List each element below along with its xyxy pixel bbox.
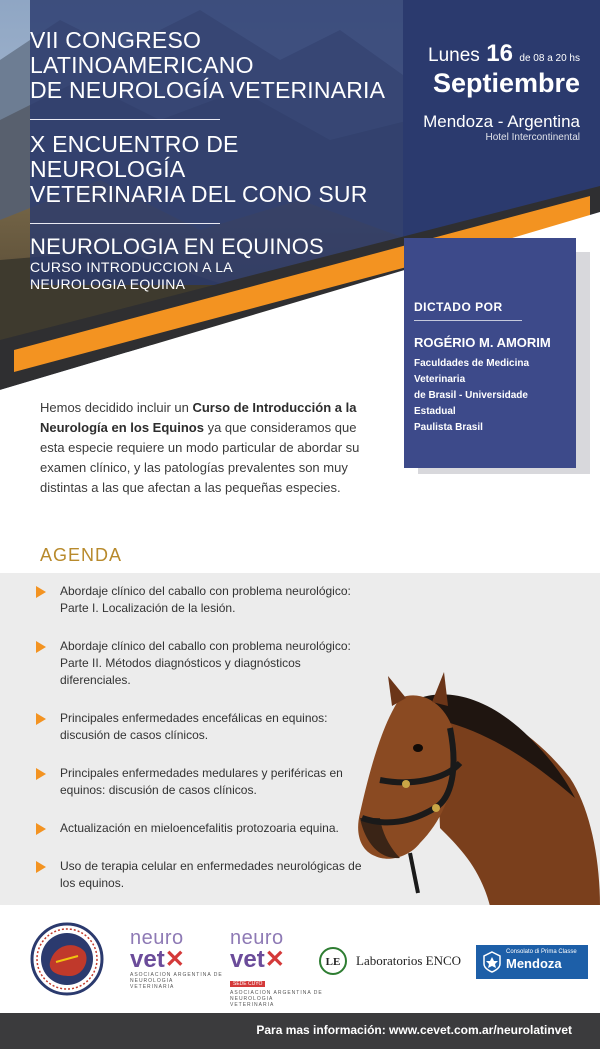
title-line-2: DE NEUROLOGÍA VETERINARIA [30,77,386,103]
intro-text: Hemos decidido incluir un [40,400,193,415]
instructor-affiliation: Faculdades de Medicina Veterinaria [414,358,530,385]
association-seal-logo [30,922,104,996]
neurovet-neuro: neuro [130,927,184,949]
arrow-icon [36,823,46,835]
consulate-logo [476,945,588,979]
title-line-7: NEUROLOGIA EQUINA [30,276,186,292]
neurovet-subtitle: NEUROLOGIA [130,978,174,984]
agenda-item: Abordaje clínico del caballo con problema neurológico: Parte I. Localización de la lesión. [36,583,366,617]
instructor-affiliation: Paulista Brasil [414,422,483,433]
event-city: Mendoza - Argentina [423,112,580,131]
event-venue: Hotel Intercontinental [485,132,580,143]
event-date [410,40,580,143]
title-line-4: VETERINARIA DEL CONO SUR [30,181,368,207]
emblem-icon [482,951,502,973]
agenda-item: Abordaje clínico del caballo con problema neurológico: Parte II. Métodos diagnósticos y diagnósticos diferenciales. [36,638,366,689]
intro-paragraph [40,398,380,498]
arrow-icon [36,768,46,780]
enco-mark-text: LE [325,956,341,968]
agenda-item: Principales enfermedades medulares y periféricas en equinos: discusión de casos clínicos. [36,765,366,799]
instructor-label: DICTADO POR [414,300,503,314]
consulate-city: Mendoza [506,956,562,971]
date-hours: de 08 a 20 hs [519,53,580,64]
agenda-item: Uso de terapia celular en enfermedades neurológicas de los equinos. [36,858,366,892]
agenda-item: Actualización en mieloencefalitis protozoaria equina. [36,820,366,837]
arrow-icon [36,713,46,725]
sede-badge: SEDE CUYO [230,981,265,987]
neurovet-subtitle: VETERINARIA [230,1002,275,1008]
neurovet-vet: vet [130,946,165,973]
neurovet-subtitle: VETERINARIA [130,984,175,990]
enco-logo [318,946,461,976]
instructor-rule [414,320,522,321]
title-line-6: CURSO INTRODUCCION A LA [30,259,233,275]
event-title-block [30,28,400,293]
arrow-icon [36,641,46,653]
neurovet-subtitle: ASOCIACION ARGENTINA DE [130,972,223,978]
instructor-name: ROGÉRIO M. AMORIM [414,335,551,350]
title-divider [30,223,220,224]
neurovet-cuyo-logo: neuro vet✕ SEDE CUYO ASOCIACION ARGENTINA DE NEUROLOGIA VETERINARIA [230,927,323,1008]
intro-text: ya que consideramos que esta especie requiere un modo particular de abordar su examen clínico, y las patologías prevalentes son muy distintas a las que afectan a las pequeñas especies. [40,420,360,495]
neurovet-vet: vet [230,946,265,973]
title-line-3: X ENCUENTRO DE NEUROLOGÍA [30,131,239,182]
date-month: Septiembre [432,68,580,98]
title-divider [30,119,220,120]
instructor-affiliation: de Brasil - Universidade Estadual [414,390,528,417]
arrow-icon [36,861,46,873]
title-line-5: NEUROLOGIA EN EQUINOS [30,234,324,259]
horse-image [340,668,600,906]
neurovet-subtitle: NEUROLOGIA [230,996,274,1002]
instructor-panel [404,238,576,468]
arrow-icon [36,586,46,598]
title-line-1: VII CONGRESO LATINOAMERICANO [30,27,254,78]
enco-mark-icon [318,946,348,976]
date-day-name: Lunes [428,45,480,66]
agenda-list [36,583,366,913]
footer-info: Para mas información: www.cevet.com.ar/neurolatinvet [0,1013,600,1049]
neurovet-logo: neuro vet✕ ASOCIACION ARGENTINA DE NEUROLOGIA VETERINARIA [130,927,223,990]
neurovet-neuro: neuro [230,927,284,949]
agenda-title: AGENDA [40,545,123,565]
date-day-number: 16 [486,40,513,67]
consulate-label: Consolato di Prima Classe [506,949,577,955]
agenda-item: Principales enfermedades encefálicas en equinos: discusión de casos clínicos. [36,710,366,744]
enco-name: Laboratorios ENCO [356,953,462,968]
intro-bold: Curso de Introducción a la Neurología en los Equinos [40,400,357,435]
neurovet-subtitle: ASOCIACION ARGENTINA DE [230,990,323,996]
